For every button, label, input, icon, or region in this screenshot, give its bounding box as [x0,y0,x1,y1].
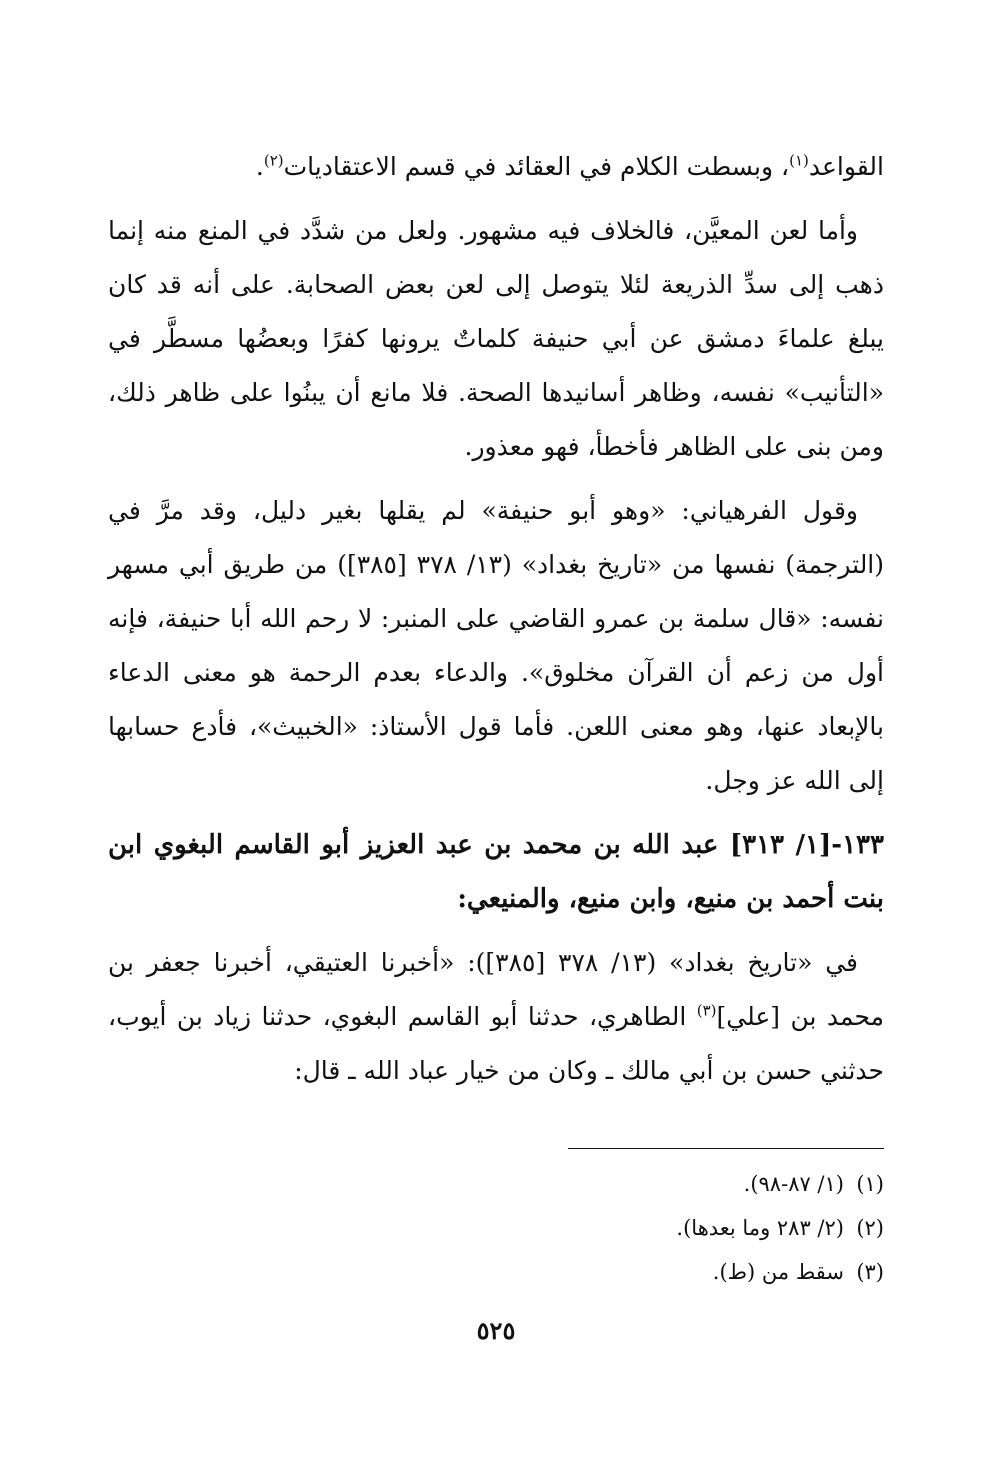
paragraph-1 [108,140,884,194]
footnote-2 [108,1206,884,1250]
p1-text-a: القواعد [808,152,884,181]
p4-text-b: الطاهري، حدثنا أبو القاسم البغوي، حدثنا زياد بن أيوب، حدثني حسن بن أبي مالك ـ وكان من خيار عباد الله ـ قال: [108,1002,884,1085]
paragraph-4 [108,936,884,1098]
footnotes [108,1162,884,1294]
p1-text-b: ، وبسطت الكلام في العقائد في قسم الاعتقاديات [283,152,790,181]
footnote-1-text: (١/ ٨٧-٩٨). [743,1172,844,1196]
p1-text-c: . [255,152,264,181]
paragraph-3: وقول الفرهياني: «وهو أبو حنيفة» لم يقلها بغير دليل، وقد مرَّ في (الترجمة) نفسها من «تاريخ بغداد» (١٣/ ٣٧٨ [٣٨٥]) من طريق أبي مسهر نفسه: «قال سلمة بن عمرو القاضي على المنبر: لا رحم الله أبا حنيفة، فإنه أول من زعم أن القرآن مخلوق». والدعاء بعدم الرحمة هو معنى الدعاء بالإبعاد عنها، وهو معنى اللعن. فأما قول الأستاذ: «الخبيث»، فأدع حسابها إلى الله عز وجل. [108,496,885,795]
footnote-3 [108,1250,884,1294]
footnote-2-text: (٢/ ٢٨٣ وما بعدها). [676,1216,844,1240]
main-text [108,140,884,1108]
page-number: ٥٢٥ [476,1316,516,1345]
footnote-divider [568,1148,884,1149]
footnote-1-number: (١) [856,1172,884,1196]
entry-heading: ١٣٣-[١/ ٣١٣] عبد الله بن محمد بن عبد العزيز أبو القاسم البغوي ابن بنت أحمد بن منيع، وابن منيع، والمنيعي: [108,830,884,914]
paragraph-2: وأما لعن المعيَّن، فالخلاف فيه مشهور. ولعل من شدَّد في المنع منه إنما ذهب إلى سدِّ الذريعة لئلا يتوصل إلى لعن بعض الصحابة. على أنه قد كان يبلغ علماءَ دمشق عن أبي حنيفة كلماتٌ يرونها كفرًا وبعضُها مسطَّر في «التأنيب» نفسه، وظاهر أسانيدها الصحة. فلا مانع أن يبنُوا على ظاهر ذلك، ومن بنى على الظاهر فأخطأ، فهو معذور. [108,216,884,461]
footnote-ref-3[interactable]: (٣) [696,1001,717,1020]
footnote-ref-1[interactable]: (١) [789,151,809,170]
footnote-1 [108,1162,884,1206]
footnote-3-number: (٣) [856,1260,884,1284]
footnote-ref-2[interactable]: (٢) [263,151,284,170]
p4-text-a: في «تاريخ بغداد» (١٣/ ٣٧٨ [٣٨٥]): «أخبرنا العتيقي، أخبرنا جعفر بن محمد بن [علي] [108,948,884,1031]
footnote-2-number: (٢) [856,1216,884,1240]
footnote-3-text: سقط من (ط). [712,1260,844,1284]
